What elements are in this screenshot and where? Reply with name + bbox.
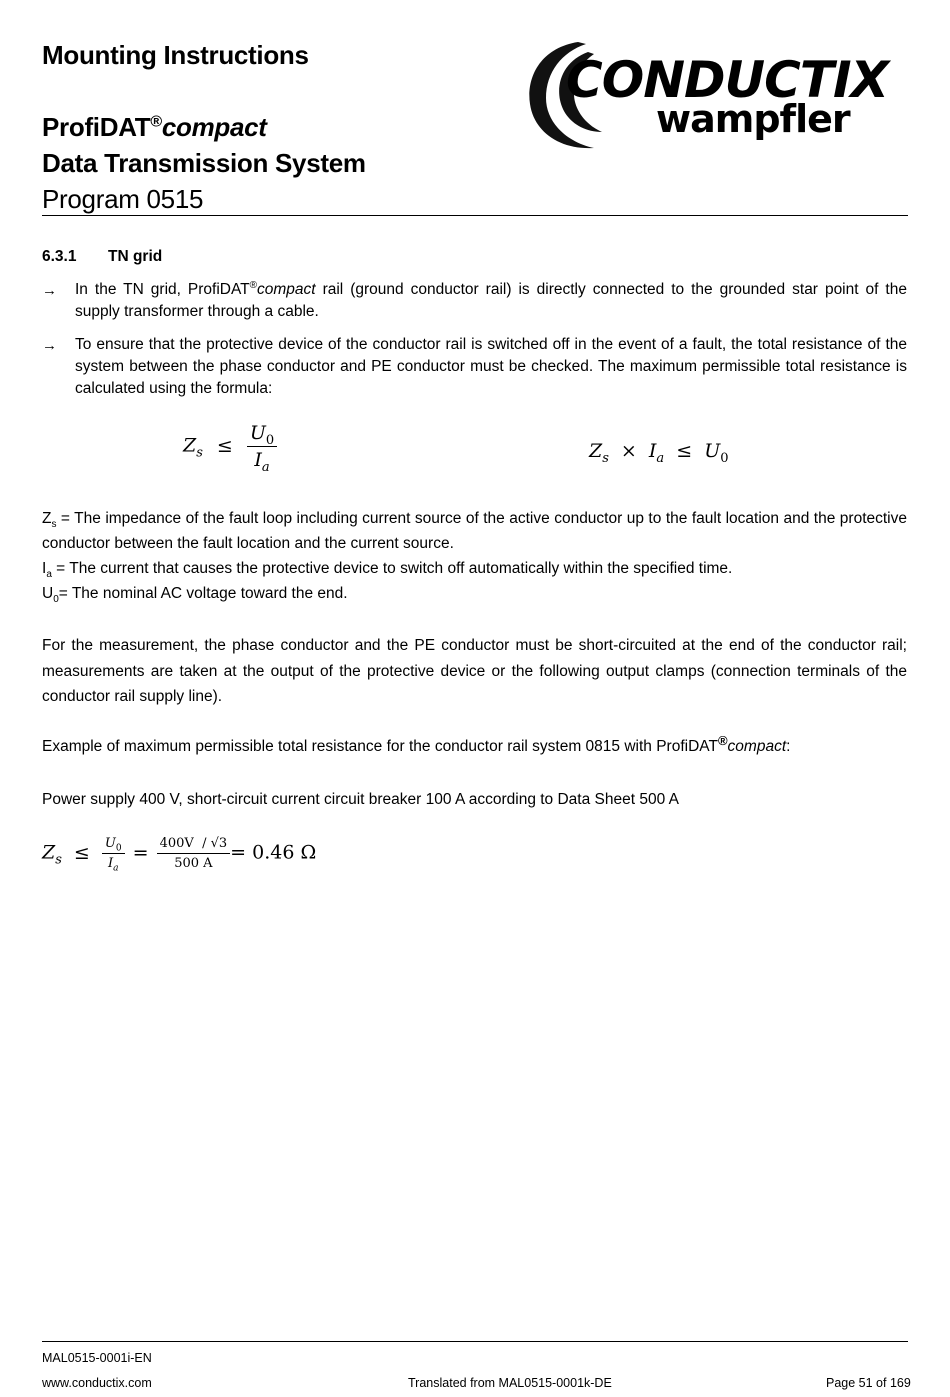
bullet-1-text: In the TN grid, ProfiDAT — [75, 281, 250, 298]
bullet-tn-grid — [75, 279, 907, 323]
formula-example-result — [42, 836, 317, 874]
subscript-s: s — [196, 445, 203, 461]
subscript-s: s — [55, 852, 62, 868]
bullet-1-text-end: rail (ground conductor rail) is directly connected to the grounded star point of the supply transformer through a cable. — [75, 281, 907, 320]
subscript-s: s — [602, 450, 609, 466]
definition-u0-text: = The nominal AC voltage toward the end. — [58, 585, 348, 602]
paragraph-example — [42, 732, 907, 758]
definition-ia — [42, 556, 907, 581]
definition-u0 — [42, 581, 907, 606]
bullet-1-product: compact — [257, 281, 316, 298]
footer-website[interactable]: www.conductix.com — [42, 1376, 152, 1390]
formula-result: = 0.46 Ω — [230, 841, 317, 864]
symbol-u: U — [249, 422, 266, 444]
logo-brand-top: CONDUCTIX — [566, 51, 889, 109]
product-title — [42, 110, 267, 144]
fraction-u0-ia — [247, 422, 277, 475]
subscript-a: a — [113, 863, 119, 874]
symbol-z: Z — [42, 510, 52, 527]
registered-mark: ® — [249, 279, 258, 291]
symbol-i: I — [254, 449, 262, 471]
footer-rule — [42, 1341, 908, 1342]
symbol-z: Z — [42, 841, 56, 864]
header-rule — [42, 215, 908, 216]
system-title: Data Transmission System — [42, 148, 366, 178]
company-logo — [526, 38, 911, 163]
subscript-a: a — [46, 569, 52, 581]
example-product: compact — [727, 738, 787, 755]
operator-le: ≤ — [216, 434, 233, 457]
operator-le: ≤ — [73, 841, 90, 864]
footer-translated-from: Translated from MAL0515-0001k-DE — [408, 1376, 612, 1390]
symbol-u: U — [704, 440, 721, 462]
paragraph-measurement: For the measurement, the phase conductor and the PE conductor must be short-circuited at the end of the conductor rail; measurements are taken at the output of the protective device or the following output clamps (connection terminals of the conductor rail supply line). — [42, 637, 907, 705]
fraction-u0-ia — [102, 836, 125, 874]
symbol-i: I — [42, 560, 47, 577]
subscript-a: a — [656, 450, 665, 466]
subscript-s: s — [51, 519, 57, 531]
operator-le: ≤ — [676, 440, 693, 462]
subscript-0: 0 — [53, 594, 59, 606]
registered-mark: ® — [717, 732, 728, 748]
subscript-0: 0 — [115, 843, 122, 854]
operator-times: × — [620, 440, 637, 462]
logo-brand-bottom: wampfler — [656, 97, 850, 141]
subscript-a: a — [261, 459, 270, 475]
example-text: Example of maximum permissible total resistance for the conductor rail system 0815 with ProfiDAT — [42, 738, 718, 755]
symbol-i: I — [648, 440, 657, 462]
arrow-bullet-icon: → — [42, 337, 57, 354]
formula-zs-le-u0-over-ia — [183, 422, 277, 475]
symbol-u: U — [42, 585, 54, 602]
fraction-denominator: 500 A — [174, 856, 213, 871]
section-title: TN grid — [108, 248, 163, 265]
fraction-voltage-current — [157, 836, 231, 871]
bullet-protective-device: To ensure that the protective device of the conductor rail is switched off in the event of a fault, the total resistance of the system between the phase conductor and PE conductor must be checked. The maximum permissible total resistance is calculated using the formula: — [75, 336, 907, 397]
paragraph-power-supply: Power supply 400 V, short-circuit current circuit breaker 100 A according to Data Sheet 500 A — [42, 791, 679, 808]
registered-mark: ® — [150, 113, 162, 131]
example-colon: : — [786, 738, 791, 755]
symbol-z: Z — [589, 440, 603, 462]
product-name: ProfiDAT — [42, 112, 151, 142]
definition-zs-text: = The impedance of the fault loop including current source of the active conductor up to the fault location and the protective conductor between the fault location and the current source. — [42, 510, 907, 552]
definition-ia-text: = The current that causes the protective device to switch off automatically within the specified time. — [51, 560, 733, 577]
doc-type-title: Mounting Instructions — [42, 40, 309, 70]
operator-eq: = — [132, 841, 149, 864]
footer-doc-id: MAL0515-0001i-EN — [42, 1351, 152, 1365]
arrow-bullet-icon: → — [42, 282, 57, 299]
definition-zs — [42, 506, 907, 556]
symbol-z: Z — [183, 434, 197, 457]
subscript-0: 0 — [265, 432, 275, 448]
symbol-i: I — [107, 856, 114, 871]
program-title: Program 0515 — [42, 184, 204, 214]
footer-page-number: Page 51 of 169 — [826, 1376, 911, 1390]
symbol-u: U — [104, 836, 116, 851]
fraction-numerator: 400V / √3 — [157, 836, 231, 854]
subscript-0: 0 — [720, 450, 729, 466]
formula-zs-times-ia-le-u0 — [589, 440, 729, 466]
section-number: 6.3.1 — [42, 248, 77, 265]
product-suffix: compact — [161, 112, 267, 142]
